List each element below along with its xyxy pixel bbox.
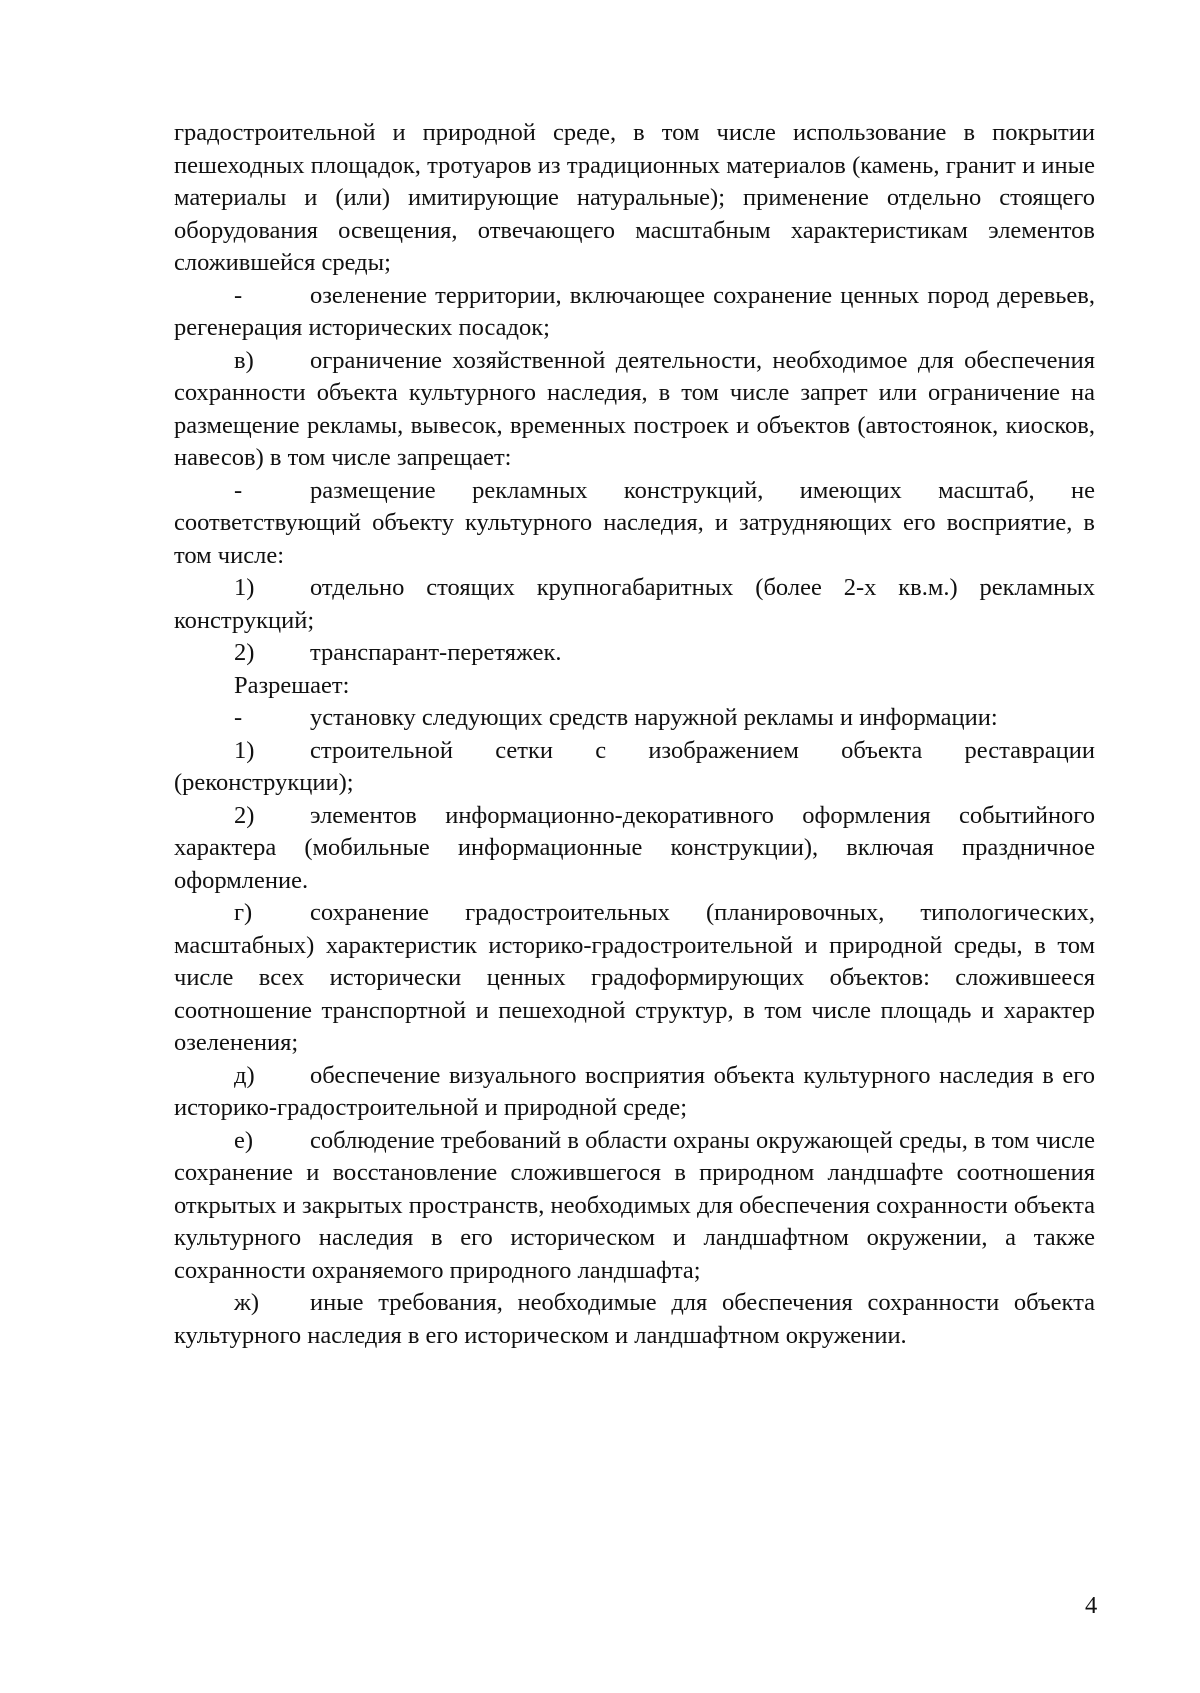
paragraph-text: элементов информационно-декоративного оформления событийного характера (мобильные информационные конструкции), включая праздничное оформление. <box>174 801 1095 894</box>
list-marker: 2) <box>234 801 255 829</box>
list-item <box>174 345 1095 475</box>
list-marker: д) <box>234 1061 255 1089</box>
list-marker: - <box>234 281 243 309</box>
list-marker: - <box>234 704 243 731</box>
paragraph-text: соблюдение требований в области охраны окружающей среды, в том числе сохранение и восстановление сложившегося в природном ландшафте соотношения открытых и закрытых пространств, необходимых для обеспечения сохранности объекта культурного наследия в его историческом и ландшафтном окружении, а также сохранности охраняемого природного ландшафта; <box>174 1126 1095 1284</box>
list-item <box>174 475 1095 573</box>
paragraph-text: сохранение градостроительных (планировочных, типологических, масштабных) характеристик историко-градостроительной и природной среды, в том числе всех исторически ценных градоформирующих объектов: сложившееся соотношение транспортной и пешеходной структур, в том числе площадь и характер озеленения; <box>174 899 1095 1056</box>
list-item <box>174 800 1095 898</box>
paragraph-text: отдельно стоящих крупногабаритных (более 2-х кв.м.) рекламных конструкций; <box>174 574 1095 634</box>
list-item <box>174 735 1095 800</box>
paragraph-text: обеспечение визуального восприятия объекта культурного наследия в его историко-градостроительной и природной среде; <box>174 1061 1095 1121</box>
list-item <box>174 280 1095 345</box>
paragraph-text: ограничение хозяйственной деятельности, необходимое для обеспечения сохранности объекта культурного наследия, в том числе запрет или ограничение на размещение рекламы, вывесок, временных построек и объектов (автостоянок, киосков, навесов) в том числе запрещает: <box>174 346 1095 471</box>
list-item <box>174 897 1095 1060</box>
list-item <box>174 702 1095 735</box>
list-marker: г) <box>234 899 253 926</box>
paragraph-text: Разрешает: <box>234 671 350 699</box>
paragraph-text: строительной сетки с изображением объекта реставрации (реконструкции); <box>174 736 1095 796</box>
paragraph-text: транспарант-перетяжек. <box>310 639 562 666</box>
list-marker: 1) <box>234 574 255 601</box>
paragraph-text: установку следующих средств наружной рекламы и информации: <box>310 704 998 731</box>
paragraph-text: размещение рекламных конструкций, имеющих масштаб, не соответствующий объекту культурного наследия, и затрудняющих его восприятие, в том числе: <box>174 476 1095 569</box>
paragraph-text: озеленение территории, включающее сохранение ценных пород деревьев, регенерация исторических посадок; <box>174 281 1095 341</box>
page-number: 4 <box>1085 1592 1098 1619</box>
list-item <box>174 1125 1095 1288</box>
list-marker: 1) <box>234 736 255 764</box>
paragraph-text: градостроительной и природной среде, в том числе использование в покрытии пешеходных площадок, тротуаров из традиционных материалов (камень, гранит и иные материалы и (или) имитирующие натуральные); применение отдельно стоящего оборудования освещения, отвечающего масштабным характеристикам элементов сложившейся среды; <box>174 119 1095 276</box>
paragraph-text: иные требования, необходимые для обеспечения сохранности объекта культурного наследия в его историческом и ландшафтном окружении. <box>174 1289 1095 1349</box>
list-marker: е) <box>234 1126 254 1154</box>
list-item <box>174 572 1095 637</box>
list-marker: ж) <box>234 1289 260 1316</box>
list-item <box>174 1060 1095 1125</box>
document-body <box>174 117 1095 1352</box>
paragraph <box>174 117 1095 280</box>
list-item <box>174 1287 1095 1352</box>
paragraph <box>174 670 1095 703</box>
list-item <box>174 637 1095 670</box>
list-marker: в) <box>234 346 254 374</box>
list-marker: - <box>234 476 243 504</box>
list-marker: 2) <box>234 639 255 666</box>
